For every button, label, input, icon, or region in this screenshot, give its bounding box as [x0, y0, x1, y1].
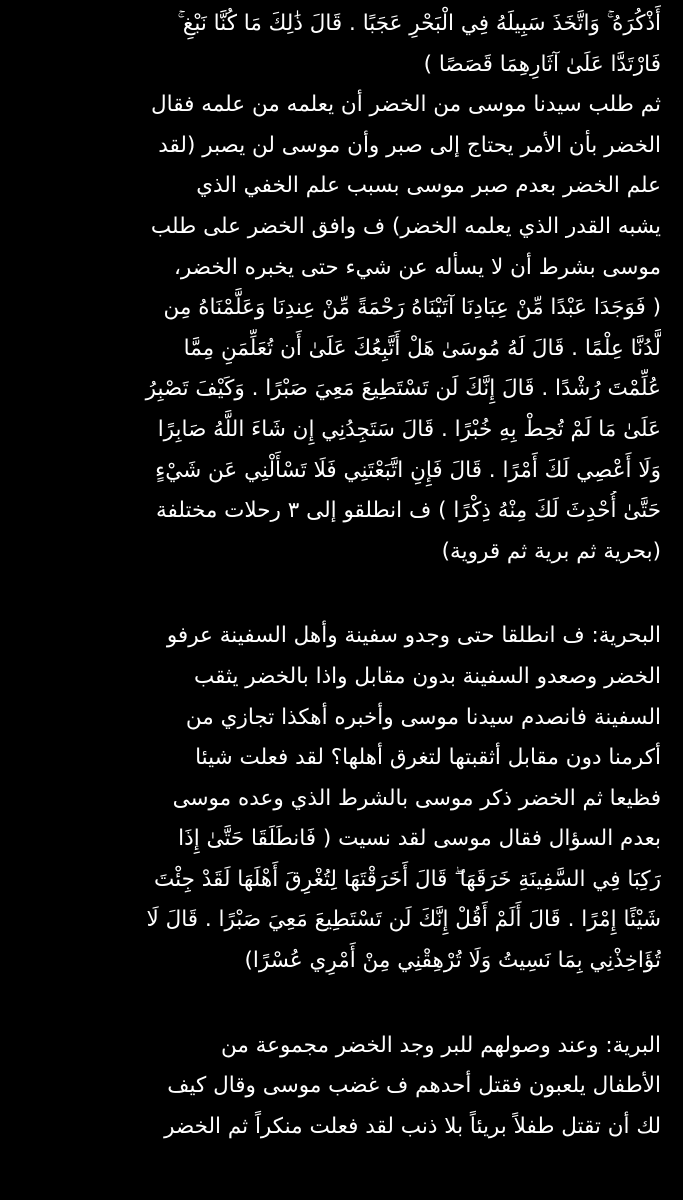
text-line: موسى بشرط أن لا يسأله عن شيء حتى يخبره الخضر، [173, 254, 661, 280]
text-line: أَذْكُرَهُ ۚ وَاتَّخَذَ سَبِيلَهُ فِي الْبَحْرِ عَجَبًا . قَالَ ذَٰلِكَ مَا كُنَّا نَبْغِ ۚ [177, 11, 661, 36]
text-line: بعدم السؤال فقال موسى لقد نسيت ( فَانطَلَقَا حَتَّىٰ إِذَا [178, 826, 661, 852]
quran-verse-line: شَيْئًا إِمْرًا . قَالَ أَلَمْ أَقُلْ إِنَّكَ لَن تَسْتَطِيعَ مَعِيَ صَبْرًا . قَالَ لَا [146, 907, 661, 933]
quran-verse-line: وَلَا أَعْصِي لَكَ أَمْرًا . قَالَ فَإِنِ اتَّبَعْتَنِي فَلَا تَسْأَلْنِي عَن شَيْءٍ [155, 457, 661, 483]
text-line: البحرية: ف انطلقا حتى وجدو سفينة وأهل السفينة عرفو [166, 623, 661, 649]
text-line: يشبه القدر الذي يعلمه الخضر) ف وافق الخضر على طلب [150, 213, 661, 239]
text-line: حَتَّىٰ أُحْدِثَ لَكَ مِنْهُ ذِكْرًا ) ف انطلقو إلى ٣ رحلات مختلفة [155, 498, 661, 524]
text-line: الخضر وصعدو السفينة بدون مقابل واذا بالخضر يثقب [194, 663, 661, 689]
text-line: الأطفال يلعبون فقتل أحدهم ف غضب موسى وقال كيف [167, 1073, 661, 1099]
paragraph-intro [18, 4, 661, 572]
quran-verse-line: لَّدُنَّا عِلْمًا . قَالَ لَهُ مُوسَىٰ هَلْ أَتَّبِعُكَ عَلَىٰ أَن تُعَلِّمَنِ مِمَّا [183, 335, 661, 361]
text-line: فَارْتَدَّا عَلَىٰ آثَارِهِمَا قَصَصًا ) [423, 51, 661, 77]
paragraph-land-journey [18, 1026, 661, 1148]
text-line: البرية: وعند وصولهم للبر وجد الخضر مجموعة من [220, 1032, 661, 1058]
quran-verse-line: رَكِبَا فِي السَّفِينَةِ خَرَقَهَا ۖ قَالَ أَخَرَقْتَهَا لِتُغْرِقَ أَهْلَهَا لَقَدْ جِئْتَ [154, 866, 661, 892]
paragraph-gap [18, 982, 661, 1026]
quran-verse-line: ( فَوَجَدَا عَبْدًا مِّنْ عِبَادِنَا آتَيْنَاهُ رَحْمَةً مِّنْ عِندِنَا وَعَلَّمْنَاهُ مِن [163, 295, 661, 321]
text-line: علم الخضر بعدم صبر موسى بسبب علم الخفي الذي [196, 173, 661, 199]
quran-verse-line: تُؤَاخِذْنِي بِمَا نَسِيتُ وَلَا تُرْهِقْنِي مِنْ أَمْرِي عُسْرًا) [244, 948, 661, 974]
text-line: السفينة فانصدم سيدنا موسى وأخبره أهكذا تجازي من [185, 704, 661, 730]
text-line: فظيعا ثم الخضر ذكر موسى بالشرط الذي وعده موسى [172, 785, 661, 811]
quran-verse-line: عَلَىٰ مَا لَمْ تُحِطْ بِهِ خُبْرًا . قَالَ سَتَجِدُنِي إِن شَاءَ اللَّهُ صَابِرًا [157, 416, 661, 442]
text-line: ثم طلب سيدنا موسى من الخضر أن يعلمه من علمه فقال [151, 92, 661, 118]
paragraph-gap [18, 572, 661, 616]
text-line: (بحرية ثم برية ثم قروية) [441, 538, 661, 564]
text-line: لك أن تقتل طفلاً بريئاً بلا ذنب لقد فعلت منكراً ثم الخضر [164, 1113, 661, 1139]
quran-verse-line: عُلِّمْتَ رُشْدًا . قَالَ إِنَّكَ لَن تَسْتَطِيعَ مَعِيَ صَبْرًا . وَكَيْفَ تَصْبِرُ [145, 376, 661, 402]
text-line: أكرمنا دون مقابل أثقبتها لتغرق أهلها؟ لقد فعلت شيئا [195, 745, 661, 771]
paragraph-sea-journey [18, 616, 661, 981]
text-line: الخضر بأن الأمر يحتاج إلى صبر وأن موسى لن يصبر (لقد [158, 132, 661, 158]
